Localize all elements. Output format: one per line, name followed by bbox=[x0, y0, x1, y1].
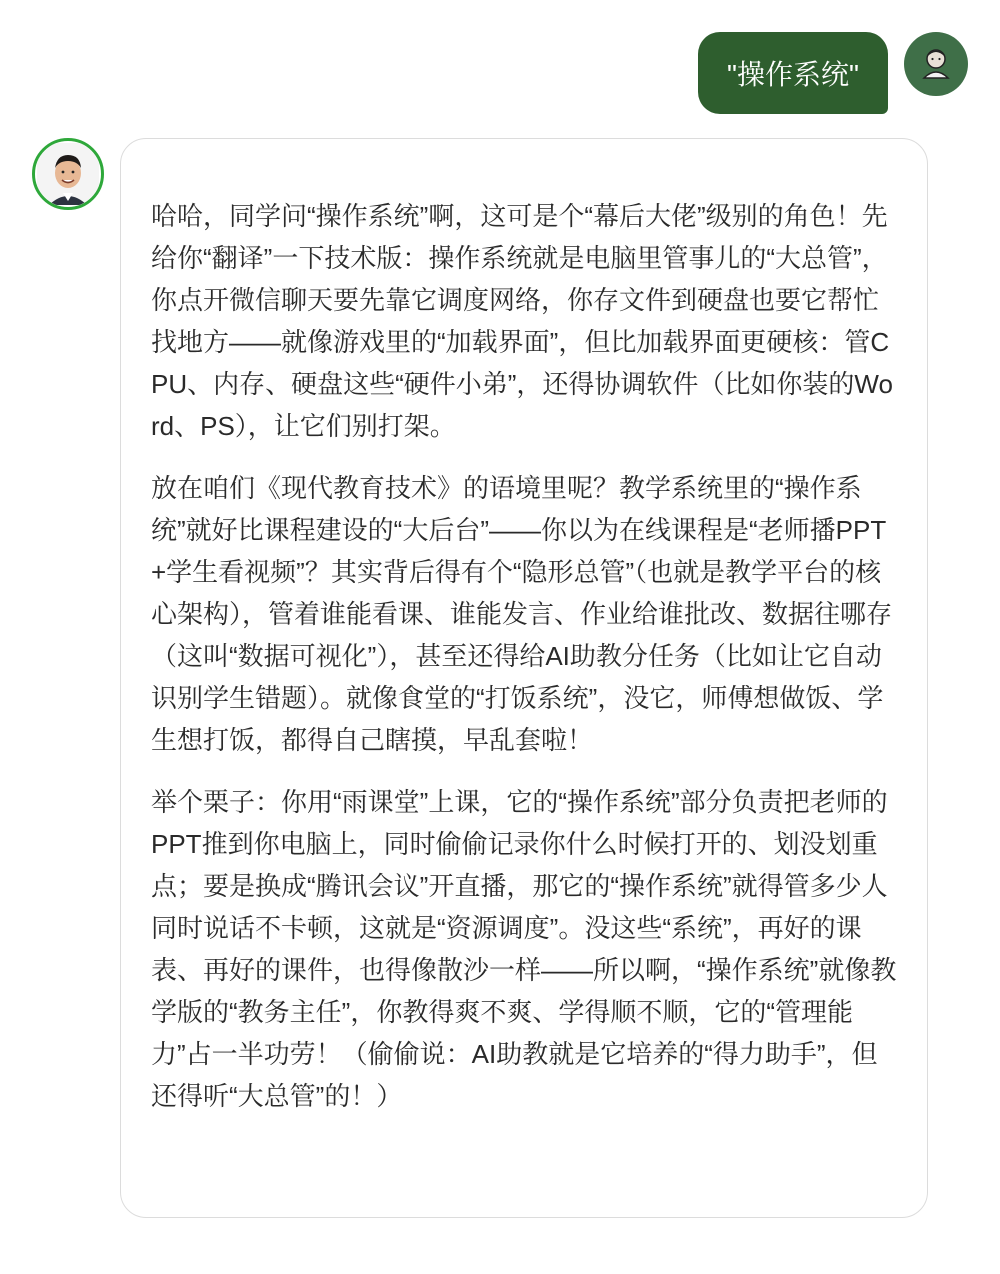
user-avatar-icon bbox=[916, 44, 956, 84]
assistant-paragraph-2: 放在咱们《现代教育技术》的语境里呢？教学系统里的“操作系统”就好比课程建设的“大后台”——你以为在线课程是“老师播PPT+学生看视频”？其实背后得有个“隐形总管”（也就是教学平台的核心架构），管着谁能看课、谁能发言、作业给谁批改、数据往哪存（这叫“数据可视化”），甚至还得给AI助教分任务（比如让它自动识别学生错题）。就像食堂的“打饭系统”，没它，师傅想做饭、学生想打饭，都得自己瞎摸，早乱套啦！ bbox=[151, 473, 893, 755]
assistant-paragraph-3: 举个栗子：你用“雨课堂”上课，它的“操作系统”部分负责把老师的PPT推到你电脑上，同时偷偷记录你什么时候打开的、划没划重点；要是换成“腾讯会议”开直播，那它的“操作系统”就得管多少人同时说话不卡顿，这就是“资源调度”。没这些“系统”，再好的课表、再好的课件，也得像散沙一样——所以啊，“操作系统”就像教学版的“教务主任”，你教得爽不爽、学得顺不顺，它的“管理能力”占一半功劳！（偷偷说：AI助教就是它培养的“得力助手”，但还得听“大总管”的！） bbox=[151, 787, 897, 1111]
user-message-bubble bbox=[698, 32, 888, 114]
user-avatar[interactable] bbox=[904, 32, 968, 96]
assistant-paragraph-1: 哈哈，同学问“操作系统”啊，这可是个“幕后大佬”级别的角色！先给你“翻译”一下技术版：操作系统就是电脑里管事儿的“大总管”，你点开微信聊天要先靠它调度网络，你存文件到硬盘也要它帮忙找地方——就像游戏里的“加载界面”，但比加载界面更硬核：管CPU、内存、硬盘这些“硬件小弟”，还得协调软件（比如你装的Word、PS），让它们别打架。 bbox=[151, 201, 893, 441]
teacher-avatar-icon bbox=[37, 143, 99, 205]
assistant-message-bubble bbox=[120, 138, 928, 1218]
user-message-text: "操作系统" bbox=[727, 59, 859, 90]
assistant-avatar[interactable] bbox=[32, 138, 104, 210]
